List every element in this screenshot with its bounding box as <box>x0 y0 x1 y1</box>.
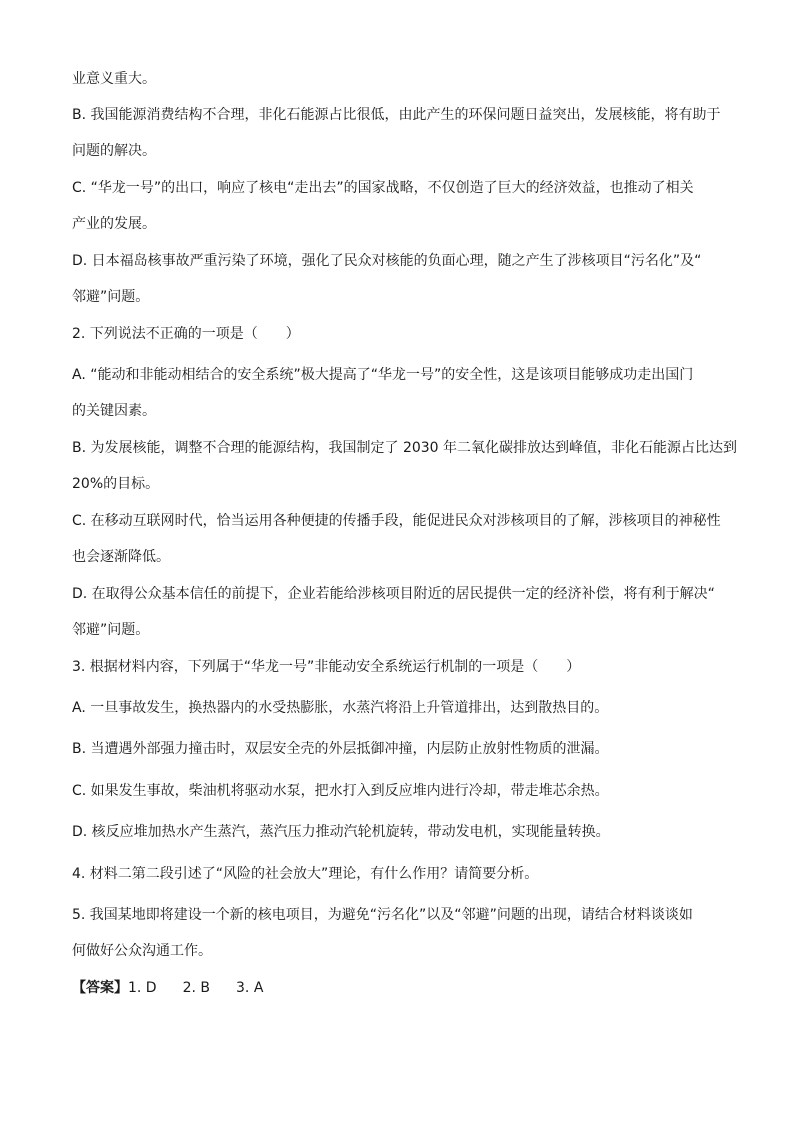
question-5-stem: 5. 我国某地即将建设一个新的核电项目，为避免“污名化”以及“邻避”问题的出现，请结合材料谈谈如 <box>72 907 693 923</box>
text-line: C. “华龙一号”的出口，响应了核电“走出去”的国家战略，不仅创造了巨大的经济效益，也推动了相关 <box>72 180 694 196</box>
text-line: 业意义重大。 <box>72 71 156 87</box>
answer-item: 2. B <box>182 980 211 996</box>
text-line: 问题的解决。 <box>72 143 156 159</box>
text-line: 何做好公众沟通工作。 <box>72 943 212 959</box>
text-line: 也会逐渐降低。 <box>72 549 170 565</box>
question-3-stem: 3. 根据材料内容，下列属于“华龙一号”非能动安全系统运行机制的一项是（ ） <box>72 659 581 675</box>
answer-tag: 【答案】 <box>72 980 128 996</box>
text-line: 产业的发展。 <box>72 216 156 232</box>
text-line: 的关键因素。 <box>72 403 156 419</box>
question-4-stem: 4. 材料二第二段引述了“风险的社会放大”理论，有什么作用？请简要分析。 <box>72 866 539 882</box>
text-line: 邻避”问题。 <box>72 622 150 638</box>
text-line: C. 在移动互联网时代，恰当运用各种便捷的传播手段，能促进民众对涉核项目的了解，涉核项目的神秘性 <box>72 513 721 529</box>
text-line: A. “能动和非能动相结合的安全系统”极大提高了“华龙一号”的安全性，这是该项目能够成功走出国门 <box>72 367 694 383</box>
answer-item: 3. A <box>236 980 264 996</box>
text-line: D. 日本福岛核事故严重污染了环境，强化了民众对核能的负面心理，随之产生了涉核项目“污名化”及“ <box>72 253 702 269</box>
text-line: 20%的目标。 <box>72 476 160 492</box>
text-line: B. 当遭遇外部强力撞击时，双层安全壳的外层抵御冲撞，内层防止放射性物质的泄漏。 <box>72 741 609 757</box>
text-line: 邻避”问题。 <box>72 289 150 305</box>
text-line: C. 如果发生事故，柴油机将驱动水泵，把水打入到反应堆内进行冷却，带走堆芯余热。 <box>72 783 609 799</box>
text-line: D. 在取得公众基本信任的前提下，企业若能给涉核项目附近的居民提供一定的经济补偿，将有利于解决“ <box>72 586 715 602</box>
question-2-stem: 2. 下列说法不正确的一项是（ ） <box>72 326 300 342</box>
text-line: D. 核反应堆加热水产生蒸汽，蒸汽压力推动汽轮机旋转，带动发电机，实现能量转换。 <box>72 824 610 840</box>
text-line: B. 我国能源消费结构不合理，非化石能源占比很低，由此产生的环保问题日益突出，发展核能，将有助于 <box>72 107 721 123</box>
answer-line <box>72 979 263 997</box>
text-line: A. 一旦事故发生，换热器内的水受热膨胀，水蒸汽将沿上升管道排出，达到散热目的。 <box>72 700 609 716</box>
text-line: B. 为发展核能，调整不合理的能源结构，我国制定了 2030 年二氧化碳排放达到峰值，非化石能源占比达到 <box>72 440 738 456</box>
answer-item: 1. D <box>128 980 157 996</box>
